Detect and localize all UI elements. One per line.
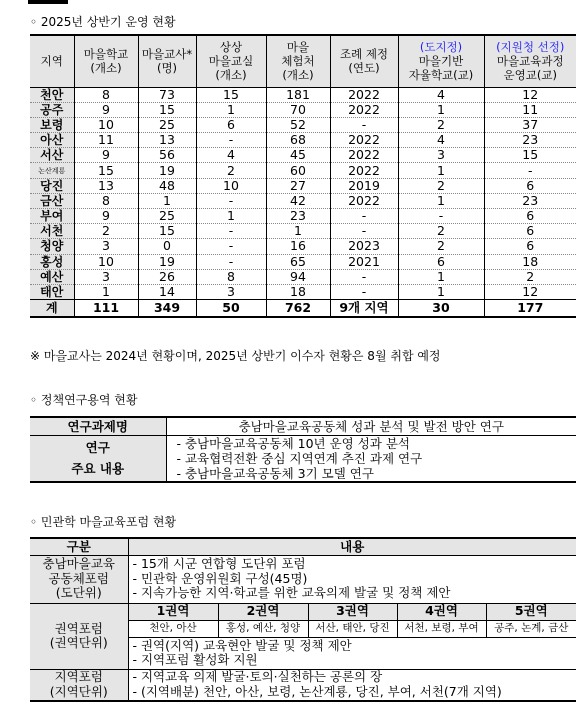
region-cell: 보령: [30, 117, 74, 132]
header-line: 지역: [40, 54, 63, 69]
forum-regional-list: [128, 637, 576, 669]
value-cell: -: [398, 209, 484, 224]
label-line: 충남마을교육: [42, 556, 115, 572]
value-cell: 9개 지역: [330, 300, 398, 317]
value-cell: 45: [266, 148, 330, 163]
header-line: (연도): [348, 61, 380, 76]
header-line: 자율학교(교): [408, 68, 474, 83]
table-row: [30, 269, 576, 284]
value-cell: 26: [138, 269, 196, 284]
total-row: [30, 300, 576, 317]
value-cell: 37: [484, 117, 576, 132]
stats-header-cell: [484, 35, 576, 87]
table-row: [30, 239, 576, 254]
value-cell: 12: [484, 87, 576, 102]
forum-local-label: [30, 669, 128, 701]
table-row: [30, 209, 576, 224]
value-cell: 68: [266, 133, 330, 148]
region-cell: 논산계룡: [30, 163, 74, 178]
table-row: [30, 133, 576, 148]
value-cell: -: [330, 269, 398, 284]
value-cell: 19: [138, 254, 196, 269]
region-cell: 금산: [30, 193, 74, 208]
value-cell: 181: [266, 87, 330, 102]
zone-areas-cell: 천안, 아산: [128, 620, 218, 637]
value-cell: 13: [138, 133, 196, 148]
header-line: 마을교사*: [141, 47, 193, 62]
value-cell: 4: [398, 87, 484, 102]
value-cell: 94: [266, 269, 330, 284]
stats-note: ※ 마을교사는 2024년 현황이며, 2025년 상반기 이수자 현황은 8월 취합 예정: [30, 349, 441, 363]
value-cell: 2022: [330, 102, 398, 117]
value-cell: 2: [484, 269, 576, 284]
value-cell: 1: [196, 102, 266, 117]
value-cell: 6: [484, 239, 576, 254]
value-cell: 73: [138, 87, 196, 102]
top-bar-fragment: [28, 0, 68, 4]
table-row: [30, 193, 576, 208]
value-cell: 111: [74, 300, 138, 317]
value-cell: 2022: [330, 133, 398, 148]
header-line: (명): [156, 61, 178, 76]
region-cell: 홍성: [30, 254, 74, 269]
value-cell: 3: [74, 239, 138, 254]
research-content-label-2: 주요 내용: [71, 461, 125, 476]
region-cell: 태안: [30, 284, 74, 299]
value-cell: 56: [138, 148, 196, 163]
research-content-list: [166, 435, 576, 482]
region-cell: 예산: [30, 269, 74, 284]
zone-name-cell: 5권역: [486, 603, 576, 620]
forum-section-title: ◦ 민관학 마을교육포럼 현황: [30, 515, 177, 529]
value-cell: 2023: [330, 239, 398, 254]
value-cell: -: [330, 117, 398, 132]
label-line: (지역단위): [49, 683, 108, 699]
region-cell: 천안: [30, 87, 74, 102]
value-cell: 762: [266, 300, 330, 317]
stats-header-cell: [330, 35, 398, 87]
region-cell: 부여: [30, 209, 74, 224]
value-cell: 6: [484, 209, 576, 224]
region-cell: 계: [30, 300, 74, 317]
table-row: [30, 87, 576, 102]
value-cell: 6: [398, 254, 484, 269]
value-cell: 6: [484, 178, 576, 193]
value-cell: 1: [398, 269, 484, 284]
header-line: (개소): [215, 68, 247, 83]
research-topic-label: 연구과제명: [30, 417, 166, 435]
header-line: 마을기반: [418, 54, 464, 69]
value-cell: 1: [138, 193, 196, 208]
value-cell: 3: [398, 148, 484, 163]
research-topic-value: 충남마을교육공동체 성과 분석 및 발전 방안 연구: [166, 417, 576, 435]
value-cell: 12: [484, 284, 576, 299]
value-cell: 3: [74, 269, 138, 284]
value-cell: -: [196, 133, 266, 148]
value-cell: 2: [398, 239, 484, 254]
value-cell: 1: [196, 209, 266, 224]
value-cell: 48: [138, 178, 196, 193]
value-cell: 4: [196, 148, 266, 163]
region-cell: 서산: [30, 148, 74, 163]
forum-province-list: [128, 555, 576, 603]
list-item: - 지역포럼 활성화 지원: [132, 652, 258, 667]
value-cell: 10: [196, 178, 266, 193]
value-cell: 65: [266, 254, 330, 269]
stats-header-cell: [266, 35, 330, 87]
value-cell: 50: [196, 300, 266, 317]
value-cell: 25: [138, 209, 196, 224]
value-cell: -: [196, 239, 266, 254]
value-cell: 2019: [330, 178, 398, 193]
header-line: 운영교(교): [503, 68, 557, 83]
value-cell: 15: [484, 148, 576, 163]
value-cell: 14: [138, 284, 196, 299]
table-row: [30, 284, 576, 299]
header-line: 마을교실: [208, 54, 254, 69]
table-row: [30, 178, 576, 193]
header-line: (지원청 선정): [496, 40, 565, 55]
zone-areas-cell: 서산, 태안, 당진: [308, 620, 397, 637]
table-row: [30, 117, 576, 132]
forum-local-list: [128, 669, 576, 701]
forum-regional-label: [30, 603, 128, 669]
value-cell: -: [330, 284, 398, 299]
value-cell: -: [196, 254, 266, 269]
label-line: 권역포럼: [54, 620, 103, 636]
value-cell: 8: [74, 87, 138, 102]
zone-name-cell: 4권역: [397, 603, 486, 620]
value-cell: 1: [74, 284, 138, 299]
region-cell: 공주: [30, 102, 74, 117]
value-cell: 2: [398, 178, 484, 193]
label-line: (도단위): [55, 585, 102, 601]
value-cell: 2: [196, 163, 266, 178]
value-cell: 177: [484, 300, 576, 317]
value-cell: 0: [138, 239, 196, 254]
stats-header-cell: [398, 35, 484, 87]
value-cell: 70: [266, 102, 330, 117]
list-item: - 지역교육 의제 발굴·토의·실천하는 공론의 장: [132, 669, 383, 685]
value-cell: 8: [74, 193, 138, 208]
value-cell: 27: [266, 178, 330, 193]
value-cell: 9: [74, 209, 138, 224]
value-cell: 10: [74, 254, 138, 269]
value-cell: 25: [138, 117, 196, 132]
value-cell: 23: [266, 209, 330, 224]
zone-areas-cell: 홍성, 예산, 청양: [218, 620, 308, 637]
table-row: [30, 148, 576, 163]
value-cell: 15: [138, 224, 196, 239]
value-cell: 19: [138, 163, 196, 178]
list-item: - 교육협력전환 중심 지역연계 추진 과제 연구: [176, 450, 423, 466]
value-cell: 1: [266, 224, 330, 239]
research-content-label: [30, 435, 166, 482]
value-cell: -: [484, 163, 576, 178]
stats-header-cell: [30, 35, 74, 87]
region-cell: 아산: [30, 133, 74, 148]
value-cell: 13: [74, 178, 138, 193]
header-line: 상상: [219, 40, 243, 55]
stats-body: [30, 87, 576, 317]
forum-province-label: [30, 555, 128, 603]
value-cell: 3: [196, 284, 266, 299]
header-line: (도지정): [419, 40, 463, 55]
value-cell: 2021: [330, 254, 398, 269]
stats-header-cell: [196, 35, 266, 87]
zone-name-cell: 2권역: [218, 603, 308, 620]
header-line: 마을: [286, 40, 310, 55]
list-item: - 권역(지역) 교육현안 발굴 및 정책 제안: [132, 637, 352, 653]
header-line: 체험처: [281, 54, 315, 69]
table-row: [30, 102, 576, 117]
region-cell: 당진: [30, 178, 74, 193]
value-cell: 8: [196, 269, 266, 284]
value-cell: 1: [398, 102, 484, 117]
zone-areas-cell: 공주, 논계, 금산: [486, 620, 576, 637]
stats-header-cell: [138, 35, 196, 87]
value-cell: 16: [266, 239, 330, 254]
label-line: 지역포럼: [54, 669, 103, 685]
value-cell: 2: [398, 117, 484, 132]
forum-header-label: 구분: [30, 538, 128, 555]
label-line: (권역단위): [49, 635, 108, 650]
list-item: - 민관학 운영위원회 구성(45명): [132, 570, 308, 586]
value-cell: 6: [484, 224, 576, 239]
forum-table: [30, 537, 576, 702]
stats-header-cell: [74, 35, 138, 87]
value-cell: 23: [484, 193, 576, 208]
research-table: [30, 416, 576, 483]
value-cell: 60: [266, 163, 330, 178]
list-item: - 충남마을교육공동체 10년 운영 성과 분석: [176, 435, 410, 451]
list-item: - 충남마을교육공동체 3기 모델 연구: [176, 465, 374, 481]
value-cell: 10: [74, 117, 138, 132]
header-line: 조례 제정: [339, 47, 389, 62]
table-row: [30, 254, 576, 269]
value-cell: 9: [74, 102, 138, 117]
value-cell: 23: [484, 133, 576, 148]
forum-header-content: 내용: [128, 538, 576, 555]
zone-name-cell: 3권역: [308, 603, 397, 620]
region-cell: 서천: [30, 224, 74, 239]
zone-areas-cell: 서천, 보령, 부여: [397, 620, 486, 637]
value-cell: 18: [484, 254, 576, 269]
value-cell: 2: [398, 224, 484, 239]
list-item: - 15개 시군 연합형 도단위 포럼: [132, 556, 306, 572]
value-cell: 4: [398, 133, 484, 148]
stats-section-title: ◦ 2025년 상반기 운영 현황: [30, 15, 176, 29]
list-item: - (지역배분) 천안, 아산, 보령, 논산계룡, 당진, 부여, 서천(7개 지역): [132, 683, 502, 699]
list-item: - 지속가능한 지역·학교를 위한 교육의제 발굴 및 정책 제안: [132, 585, 451, 601]
value-cell: 15: [196, 87, 266, 102]
value-cell: 2022: [330, 193, 398, 208]
zone-name-row: [30, 603, 576, 620]
value-cell: 2: [74, 224, 138, 239]
value-cell: 2022: [330, 87, 398, 102]
value-cell: 52: [266, 117, 330, 132]
research-content-label-1: 연구: [85, 440, 110, 455]
header-line: 마을교육과정: [496, 54, 564, 69]
value-cell: 42: [266, 193, 330, 208]
value-cell: 30: [398, 300, 484, 317]
value-cell: 1: [398, 163, 484, 178]
value-cell: -: [330, 209, 398, 224]
value-cell: 9: [74, 148, 138, 163]
table-row: [30, 224, 576, 239]
research-section-title: ◦ 정책연구용역 현황: [30, 393, 138, 407]
region-cell: 청양: [30, 239, 74, 254]
header-line: (개소): [282, 68, 314, 83]
value-cell: 15: [138, 102, 196, 117]
table-row: [30, 163, 576, 178]
label-line: 공동체포럼: [48, 570, 109, 586]
stats-table: [30, 34, 576, 318]
value-cell: 18: [266, 284, 330, 299]
value-cell: 2022: [330, 163, 398, 178]
value-cell: -: [196, 193, 266, 208]
zone-name-cell: 1권역: [128, 603, 218, 620]
value-cell: 1: [398, 193, 484, 208]
value-cell: 6: [196, 117, 266, 132]
value-cell: -: [196, 224, 266, 239]
header-line: 마을학교: [83, 47, 129, 62]
header-line: (개소): [90, 61, 122, 76]
value-cell: 11: [484, 102, 576, 117]
value-cell: 11: [74, 133, 138, 148]
value-cell: 1: [398, 284, 484, 299]
value-cell: 349: [138, 300, 196, 317]
value-cell: -: [330, 224, 398, 239]
stats-header-row: [30, 35, 576, 87]
value-cell: 15: [74, 163, 138, 178]
value-cell: 2022: [330, 148, 398, 163]
